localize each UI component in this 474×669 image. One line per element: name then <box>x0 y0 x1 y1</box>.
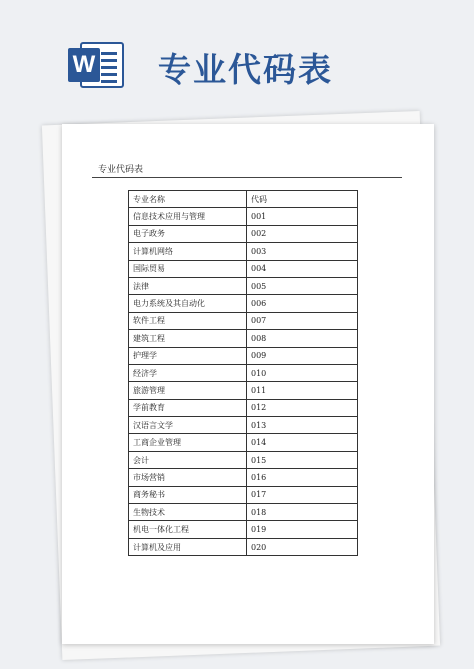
major-code-cell: 017 <box>247 486 358 503</box>
major-name-cell: 经济学 <box>129 364 247 381</box>
major-name-cell: 工商企业管理 <box>129 434 247 451</box>
major-code-cell: 013 <box>247 417 358 434</box>
table-row <box>129 364 358 381</box>
major-code-cell: 014 <box>247 434 358 451</box>
major-code-cell: 003 <box>247 243 358 260</box>
header-rule <box>92 177 402 178</box>
major-code-cell: 007 <box>247 312 358 329</box>
table-row <box>129 504 358 521</box>
table-row <box>129 417 358 434</box>
column-header-code: 代码 <box>247 191 358 208</box>
table-row <box>129 538 358 555</box>
word-logo-icon <box>66 40 126 90</box>
major-name-cell: 生物技术 <box>129 504 247 521</box>
major-name-cell: 机电一体化工程 <box>129 521 247 538</box>
major-code-cell: 002 <box>247 225 358 242</box>
major-name-cell: 计算机网络 <box>129 243 247 260</box>
major-name-cell: 护理学 <box>129 347 247 364</box>
major-name-cell: 法律 <box>129 277 247 294</box>
table-row <box>129 225 358 242</box>
table-row <box>129 330 358 347</box>
major-code-cell: 009 <box>247 347 358 364</box>
major-name-cell: 会计 <box>129 451 247 468</box>
major-code-cell: 015 <box>247 451 358 468</box>
table-row <box>129 521 358 538</box>
major-name-cell: 计算机及应用 <box>129 538 247 555</box>
major-name-cell: 国际贸易 <box>129 260 247 277</box>
major-code-cell: 005 <box>247 277 358 294</box>
table-row <box>129 347 358 364</box>
major-code-cell: 004 <box>247 260 358 277</box>
major-code-cell: 008 <box>247 330 358 347</box>
major-code-cell: 001 <box>247 208 358 225</box>
document-header: 专业代码表 <box>98 165 144 175</box>
major-name-cell: 电子政务 <box>129 225 247 242</box>
table-header-row <box>129 191 358 208</box>
table-row <box>129 382 358 399</box>
table-row <box>129 469 358 486</box>
major-code-cell: 012 <box>247 399 358 416</box>
major-name-cell: 信息技术应用与管理 <box>129 208 247 225</box>
table-row <box>129 208 358 225</box>
code-table <box>128 190 358 556</box>
major-name-cell: 汉语言文学 <box>129 417 247 434</box>
word-letter: W <box>68 48 100 82</box>
major-name-cell: 建筑工程 <box>129 330 247 347</box>
major-code-cell: 019 <box>247 521 358 538</box>
banner-title: 专业代码表 <box>158 50 333 89</box>
table-row <box>129 451 358 468</box>
major-code-cell: 018 <box>247 504 358 521</box>
major-code-cell: 010 <box>247 364 358 381</box>
table-row <box>129 243 358 260</box>
table-row <box>129 399 358 416</box>
table-row <box>129 486 358 503</box>
column-header-name: 专业名称 <box>129 191 247 208</box>
major-name-cell: 旅游管理 <box>129 382 247 399</box>
document-page <box>62 124 434 644</box>
table-row <box>129 434 358 451</box>
major-name-cell: 学前教育 <box>129 399 247 416</box>
major-name-cell: 商务秘书 <box>129 486 247 503</box>
table-row <box>129 312 358 329</box>
major-name-cell: 市场营销 <box>129 469 247 486</box>
major-name-cell: 电力系统及其自动化 <box>129 295 247 312</box>
table-row <box>129 260 358 277</box>
major-code-cell: 020 <box>247 538 358 555</box>
table-row <box>129 277 358 294</box>
major-name-cell: 软件工程 <box>129 312 247 329</box>
major-code-cell: 006 <box>247 295 358 312</box>
banner <box>0 0 474 110</box>
major-code-cell: 016 <box>247 469 358 486</box>
table-row <box>129 295 358 312</box>
major-code-cell: 011 <box>247 382 358 399</box>
